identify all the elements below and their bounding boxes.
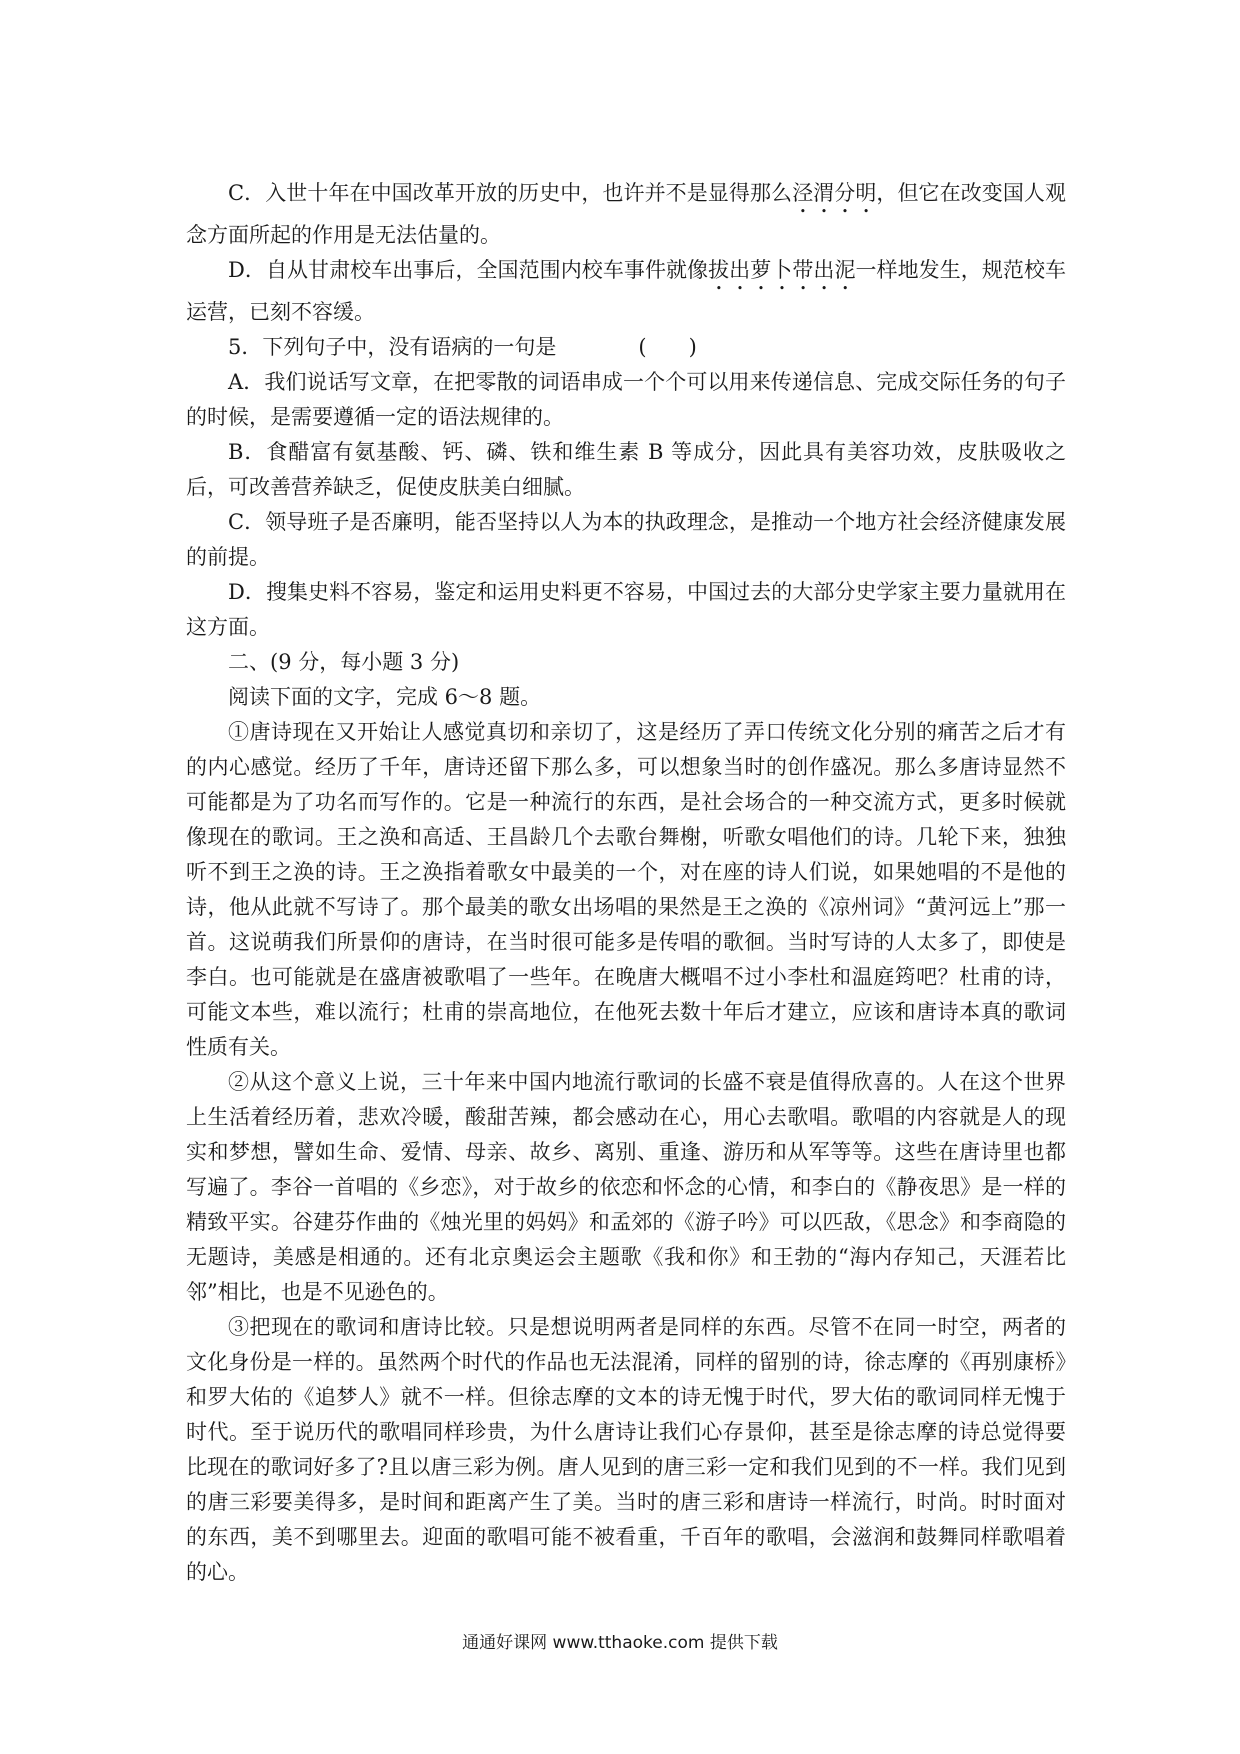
q4-option-c-text: C．入世十年在中国改革开放的历史中，也许并不是显得那么	[228, 181, 793, 205]
passage-paragraph-1: ①唐诗现在又开始让人感觉真切和亲切了，这是经历了弄口传统文化分别的痛苦之后才有的内心感觉。经历了千年，唐诗还留下那么多，可以想象当时的创作盛况。那么多唐诗显然不可能都是为了功名而写作的。它是一种流行的东西，是社会场合的一种交流方式，更多时候就像现在的歌词。王之涣和高适、王昌龄几个去歌台舞榭，听歌女唱他们的诗。几轮下来，独独听不到王之涣的诗。王之涣指着歌女中最美的一个，对在座的诗人们说，如果她唱的不是他的诗，他从此就不写诗了。那个最美的歌女出场唱的果然是王之涣的《凉州词》“黄河远上”那一首。这说萌我们所景仰的唐诗，在当时很可能多是传唱的歌徊。当时写诗的人太多了，即使是李白。也可能就是在盛唐被歌唱了一些年。在晚唐大概唱不过小李杜和温庭筠吧？杜甫的诗，可能文本些，难以流行；杜甫的崇高地位，在他死去数十年后才建立，应该和唐诗本真的歌词性质有关。	[186, 720, 1066, 1059]
passage-paragraph-3: ③把现在的歌词和唐诗比较。只是想说明两者是同样的东西。尽管不在同一时空，两者的文化身份是一样的。虽然两个时代的作品也无法混淆，同样的留别的诗，徐志摩的《再别康桥》和罗大佑的《追梦人》就不一样。但徐志摩的文本的诗无愧于时代，罗大佑的歌词同样无愧于时代。至于说历代的歌唱同样珍贵，为什么唐诗让我们心存景仰，甚至是徐志摩的诗总觉得要比现在的歌词好多了?且以唐三彩为例。唐人见到的唐三彩一定和我们见到的不一样。我们见到的唐三彩要美得多，是时间和距离产生了美。当时的唐三彩和唐诗一样流行，时尚。时时面对的东西，美不到哪里去。迎面的歌唱可能不被看重，千百年的歌唱，会滋润和鼓舞同样歌唱着的心。	[186, 1315, 1066, 1584]
q5-option-d: D．搜集史料不容易，鉴定和运用史料更不容易，中国过去的大部分史学家主要力量就用在这方面。	[186, 580, 1066, 639]
q5-stem-text: 5．下列句子中，没有语病的一句是	[228, 335, 557, 359]
section-instruction: 阅读下面的文字，完成 6～8 题。	[228, 685, 542, 709]
passage-paragraph-2: ②从这个意义上说，三十年来中国内地流行歌词的长盛不衰是值得欣喜的。人在这个世界上生活着经历着，悲欢冷暖，酸甜苦辣，都会感动在心，用心去歌唱。歌唱的内容就是人的现实和梦想，譬如生命、爱情、母亲、故乡、离别、重逢、游历和从军等等。这些在唐诗里也都写遍了。李谷一首唱的《乡恋》，对于故乡的依恋和怀念的心情，和李白的《静夜思》是一样的精致平实。谷建芬作曲的《烛光里的妈妈》和孟郊的《游子吟》可以匹敌，《思念》和李商隐的无题诗，美感是相通的。还有北京奥运会主题歌《我和你》和王勃的“海内存知己，天涯若比邻”相比，也是不见逊色的。	[186, 1070, 1066, 1304]
q5-stem	[186, 330, 1066, 365]
q5-option-c: C．领导班子是否廉明，能否坚持以人为本的执政理念，是推动一个地方社会经济健康发展的前提。	[186, 510, 1066, 569]
page-footer: 通通好课网 www.tthaoke.com 提供下载	[462, 1633, 778, 1653]
q4-option-c-text-end: ，但它在改变国人观念方面所起的作用是无法估量的。	[186, 181, 1067, 247]
q4-option-d	[186, 253, 1066, 330]
q5-option-b: B．食醋富有氨基酸、钙、磷、铁和维生素 B 等成分，因此具有美容功效，皮肤吸收之后，可改善营养缺乏，促使皮肤美白细腻。	[186, 440, 1066, 499]
q4-option-d-text-end: 一样地发生，规范校车运营，已刻不容缓。	[186, 258, 1066, 324]
section-heading: 二、(9 分，每小题 3 分)	[228, 650, 460, 674]
q4-option-c	[186, 176, 1066, 253]
q4-option-c-emphasis: 泾渭分明	[792, 181, 877, 205]
q4-option-d-emphasis: 拔出萝卜带出泥	[708, 258, 856, 282]
q4-option-d-text: D．自从甘肃校车出事后，全国范围内校车事件就像	[228, 258, 709, 282]
q5-answer-blank: ( )	[638, 335, 697, 359]
q5-option-a: A．我们说话写文章，在把零散的词语串成一个个可以用来传递信息、完成交际任务的句子的时候，是需要遵循一定的语法规律的。	[186, 370, 1066, 429]
document-body	[186, 176, 1066, 1590]
